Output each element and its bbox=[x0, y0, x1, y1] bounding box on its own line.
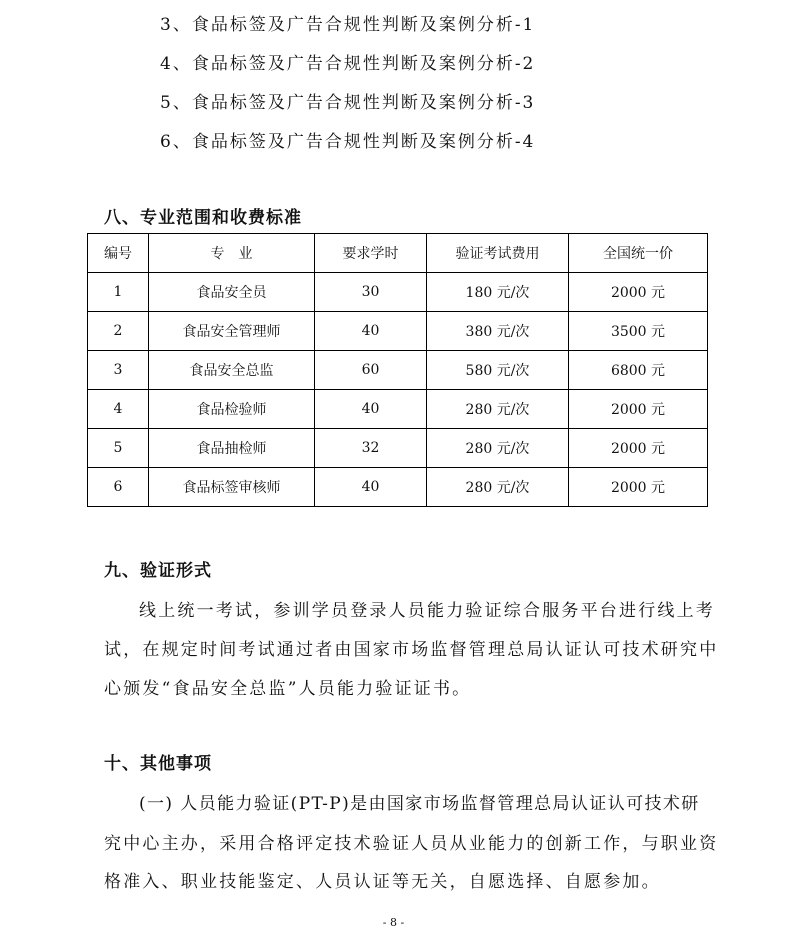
table-cell: 3500 元 bbox=[569, 312, 708, 351]
table-cell: 32 bbox=[315, 429, 427, 468]
section-heading-9: 九、验证形式 bbox=[104, 561, 212, 581]
table-row bbox=[88, 351, 708, 390]
table-cell: 380 元/次 bbox=[427, 312, 569, 351]
section-heading-10: 十、其他事项 bbox=[104, 754, 212, 774]
page-number: - 8 - bbox=[382, 916, 405, 929]
section-heading-8: 八、专业范围和收费标准 bbox=[104, 208, 302, 228]
table-cell: 40 bbox=[315, 390, 427, 429]
table-cell: 1 bbox=[88, 273, 149, 312]
table-header-cell: 验证考试费用 bbox=[427, 234, 569, 273]
table-row bbox=[88, 312, 708, 351]
table-cell: 6800 元 bbox=[569, 351, 708, 390]
paragraph-line: 线上统一考试，参训学员登录人员能力验证综合服务平台进行线上考 bbox=[139, 601, 715, 621]
table-row bbox=[88, 429, 708, 468]
table-cell: 食品检验师 bbox=[149, 390, 315, 429]
table-cell: 60 bbox=[315, 351, 427, 390]
list-item: 3、食品标签及广告合规性判断及案例分析-1 bbox=[160, 15, 536, 35]
table-cell: 180 元/次 bbox=[427, 273, 569, 312]
list-item: 4、食品标签及广告合规性判断及案例分析-2 bbox=[160, 54, 536, 74]
list-item: 5、食品标签及广告合规性判断及案例分析-3 bbox=[160, 93, 536, 113]
table-row bbox=[88, 468, 708, 507]
table-cell: 5 bbox=[88, 429, 149, 468]
table-cell: 2000 元 bbox=[569, 429, 708, 468]
table-cell: 280 元/次 bbox=[427, 468, 569, 507]
table-cell: 食品抽检师 bbox=[149, 429, 315, 468]
table-cell: 580 元/次 bbox=[427, 351, 569, 390]
table-row bbox=[88, 390, 708, 429]
table-cell: 2000 元 bbox=[569, 468, 708, 507]
paragraph-line: 格准入、职业技能鉴定、人员认证等无关，自愿选择、自愿参加。 bbox=[104, 872, 661, 892]
table-header-cell: 要求学时 bbox=[315, 234, 427, 273]
table-cell: 食品安全员 bbox=[149, 273, 315, 312]
table-header-cell: 专 业 bbox=[149, 234, 315, 273]
table-header-cell: 编号 bbox=[88, 234, 149, 273]
table-cell: 食品安全总监 bbox=[149, 351, 315, 390]
table-cell: 6 bbox=[88, 468, 149, 507]
table-cell: 2 bbox=[88, 312, 149, 351]
table-cell: 食品标签审核师 bbox=[149, 468, 315, 507]
paragraph-line: (一) 人员能力验证(PT-P)是由国家市场监督管理总局认证认可技术研 bbox=[139, 794, 700, 814]
table-cell: 280 元/次 bbox=[427, 429, 569, 468]
table-cell: 3 bbox=[88, 351, 149, 390]
table-cell: 40 bbox=[315, 468, 427, 507]
table-cell: 4 bbox=[88, 390, 149, 429]
table-cell: 280 元/次 bbox=[427, 390, 569, 429]
table-header-cell: 全国统一价 bbox=[569, 234, 708, 273]
table-cell: 2000 元 bbox=[569, 273, 708, 312]
table-row bbox=[88, 273, 708, 312]
table-cell: 2000 元 bbox=[569, 390, 708, 429]
table-cell: 40 bbox=[315, 312, 427, 351]
fee-table bbox=[87, 233, 708, 507]
paragraph-line: 究中心主办，采用合格评定技术验证人员从业能力的创新工作，与职业资 bbox=[104, 834, 719, 854]
table-cell: 30 bbox=[315, 273, 427, 312]
table-header-row bbox=[88, 234, 708, 273]
paragraph-line: 试，在规定时间考试通过者由国家市场监督管理总局认证认可技术研究中 bbox=[104, 640, 719, 660]
table-cell: 食品安全管理师 bbox=[149, 312, 315, 351]
list-item: 6、食品标签及广告合规性判断及案例分析-4 bbox=[160, 132, 536, 152]
paragraph-line: 心颁发“食品安全总监”人员能力验证证书。 bbox=[104, 679, 472, 699]
